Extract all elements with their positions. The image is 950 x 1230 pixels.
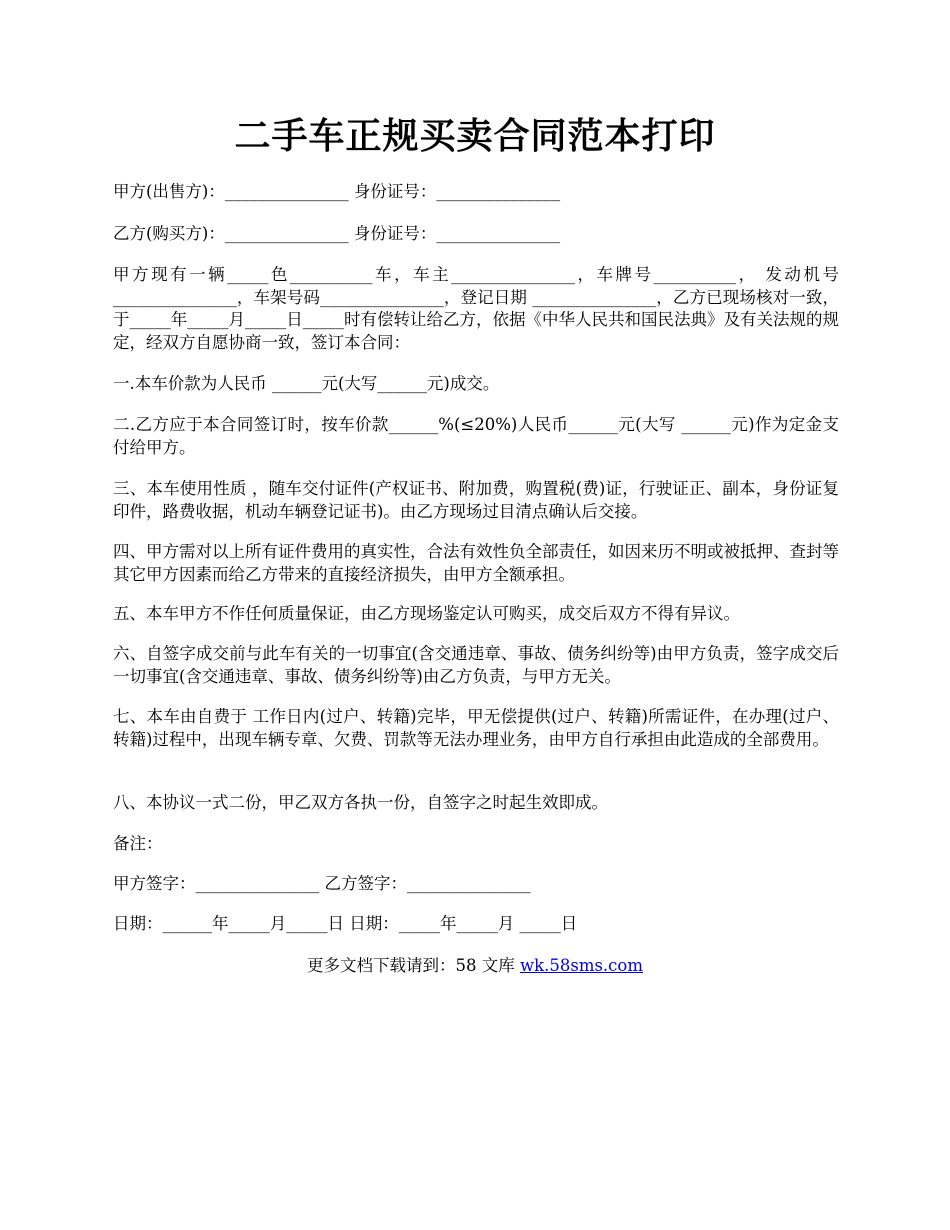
clause-2: 二.乙方应于本合同签订时，按车价款______%(≤20%)人民币______元(大写 ______元)作为定金支付给甲方。	[113, 415, 839, 457]
clause-7: 七、本车由自费于 工作日内(过户、转籍)完毕，甲无偿提供(过户、转籍)所需证件，在办理(过户、转籍)过程中，出现车辆专章、欠费、罚款等无法办理业务，由甲方自行承担由此造成的全部费用。	[113, 707, 839, 749]
party-b-line: 乙方(购买方)：_______________ 身份证号：_______________	[113, 224, 561, 243]
signature-line: 甲方签字：_______________ 乙方签字：_______________	[113, 874, 531, 893]
clause-8: 八、本协议一式二份，甲乙双方各执一份，自签字之时起生效即成。	[113, 793, 608, 812]
remarks-label: 备注：	[113, 834, 163, 853]
party-a-line: 甲方(出售方)：_______________ 身份证号：_______________	[113, 182, 561, 201]
footer	[0, 955, 950, 977]
clause-4: 四、甲方需对以上所有证件费用的真实性，合法有效性负全部责任，如因来历不明或被抵押、查封等其它甲方因素而给乙方带来的直接经济损失，由甲方全额承担。	[113, 542, 839, 584]
footer-text: 更多文档下载请到：58 文库	[306, 956, 520, 975]
date-line: 日期：______年_____月_____日 日期：_____年_____月 _____日	[113, 914, 578, 933]
page-title: 二手车正规买卖合同范本打印	[234, 115, 716, 157]
footer-link[interactable]: wk.58sms.com	[519, 956, 643, 975]
intro-paragraph: 甲方现有一辆_____色__________车，车主_______________，车牌号__________， 发动机号_______________，车架号码_______________，登记日期 _______________，乙方已现场核对一致，于_____年_____月_____日_____时有偿转让给乙方，依据《中华人民共和国民法典》及有关法规的规定，经双方自愿协商一致，签订本合同：	[113, 265, 839, 352]
clause-5: 五、本车甲方不作任何质量保证，由乙方现场鉴定认可购买，成交后双方不得有异议。	[113, 604, 740, 623]
clause-1: 一.本车价款为人民币 ______元(大写______元)成交。	[113, 374, 500, 393]
clause-3: 三、本车使用性质 ，随车交付证件(产权证书、附加费，购置税(费)证，行驶证正、副本，身份证复印件，路费收据，机动车辆登记证书)。由乙方现场过目清点确认后交接。	[113, 479, 839, 521]
clause-6: 六、自签字成交前与此车有关的一切事宜(含交通违章、事故、债务纠纷等)由甲方负责，签字成交后一切事宜(含交通违章、事故、债务纠纷等)由乙方负责，与甲方无关。	[113, 644, 839, 686]
